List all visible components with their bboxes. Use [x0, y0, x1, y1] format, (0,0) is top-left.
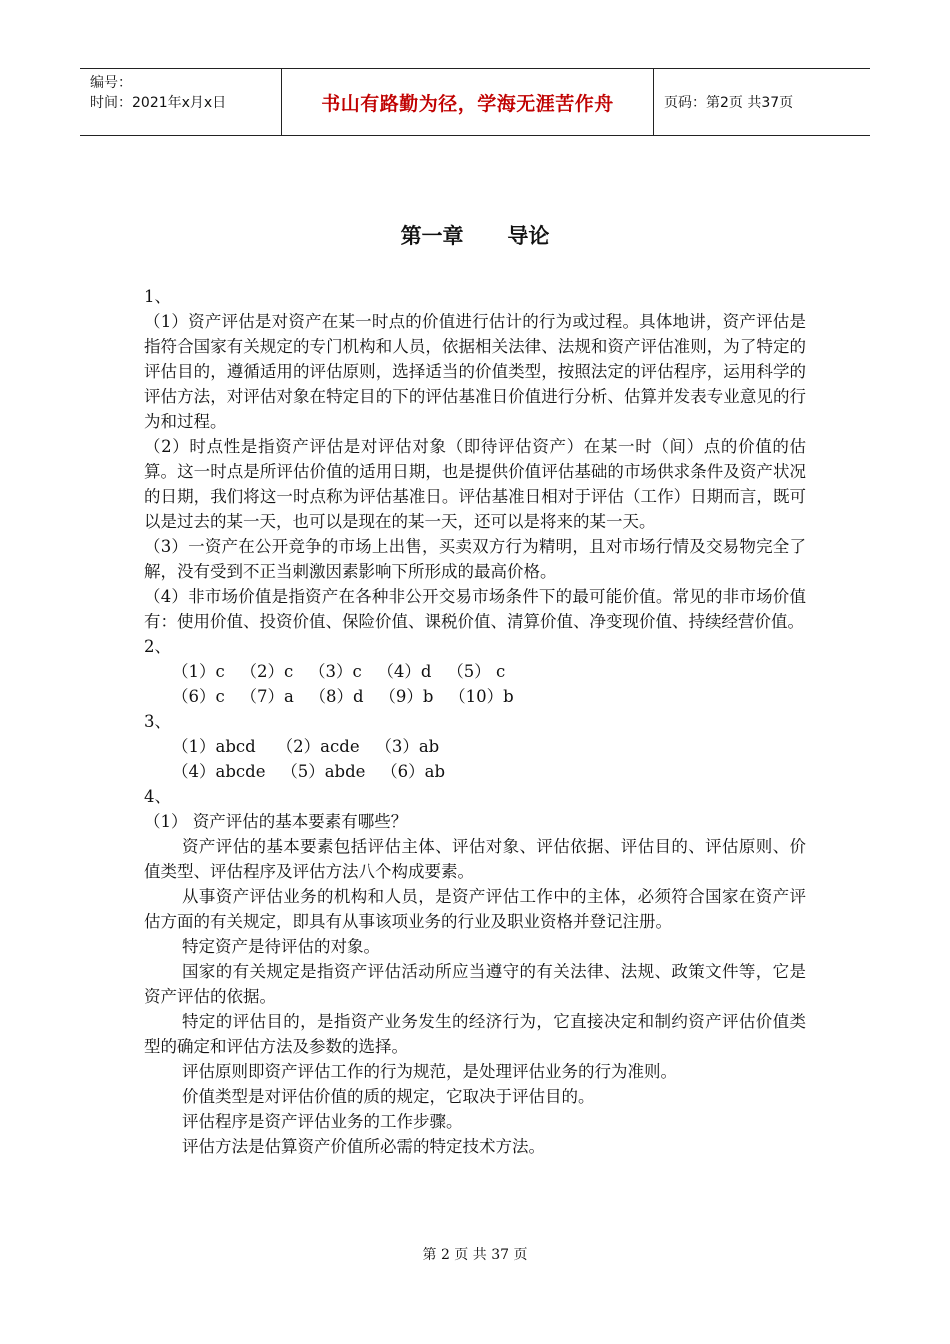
- section-4-answer-paragraph: 评估原则即资产评估工作的行为规范，是处理评估业务的行为准则。: [182, 1062, 677, 1081]
- section-4-answer-paragraph: 特定资产是待评估的对象。: [182, 937, 380, 956]
- section-1-paragraph-3: （3）一资产在公开竞争的市场上出售，买卖双方行为精明，且对市场行情及交易物完全了解，没有受到不正当刺激因素影响下所形成的最高价格。: [144, 537, 806, 581]
- page-label: 页码：第2页 共37页: [664, 95, 794, 111]
- section-4-answer-paragraph: 价值类型是对评估价值的质的规定，它取决于评估目的。: [182, 1087, 595, 1106]
- section-3-number: 3、: [144, 712, 171, 731]
- section-2-number: 2、: [144, 637, 171, 656]
- document-header: [80, 68, 870, 136]
- section-4-answer-paragraph: 特定的评估目的，是指资产业务发生的经济行为，它直接决定和制约资产评估价值类型的确定和评估方法及参数的选择。: [144, 1012, 806, 1056]
- section-4-answer-paragraph: 资产评估的基本要素包括评估主体、评估对象、评估依据、评估目的、评估原则、价值类型、评估程序及评估方法八个构成要素。: [144, 837, 806, 881]
- document-body: [144, 284, 806, 1159]
- chapter-title: 第一章 导论: [400, 224, 550, 248]
- section-4-answer-paragraph: 从事资产评估业务的机构和人员，是资产评估工作中的主体，必须符合国家在资产评估方面的有关规定，即具有从事该项业务的行业及职业资格并登记注册。: [144, 887, 806, 931]
- section-1-paragraph-4: （4）非市场价值是指资产在各种非公开交易市场条件下的最可能价值。常见的非市场价值有：使用价值、投资价值、保险价值、课税价值、清算价值、净变现价值、持续经营价值。: [144, 587, 806, 631]
- section-4-answer-paragraph: 国家的有关规定是指资产评估活动所应当遵守的有关法律、法规、政策文件等，它是资产评估的依据。: [144, 962, 806, 1006]
- page-footer: 第 2 页 共 37 页: [422, 1247, 528, 1263]
- section-4-question-1: （1） 资产评估的基本要素有哪些？: [144, 812, 408, 831]
- section-2-answers-row-1: （1）c （2）c （3）c （4）d （5） c: [172, 662, 506, 681]
- section-4-answer-paragraph: 评估方法是估算资产价值所必需的特定技术方法。: [182, 1137, 545, 1156]
- page-info-cell: [654, 69, 870, 135]
- code-label: 编号：: [90, 75, 132, 91]
- section-1-paragraph-1: （1）资产评估是对资产在某一时点的价值进行估计的行为或过程。具体地讲，资产评估是指符合国家有关规定的专门机构和人员，依据相关法律、法规和资产评估准则，为了特定的评估目的，遵循适用的评估原则，选择适当的价值类型，按照法定的评估程序，运用科学的评估方法，对评估对象在特定目的下的评估基准日价值进行分析、估算并发表专业意见的行为和过程。: [144, 312, 806, 431]
- section-1-number: 1、: [144, 287, 171, 306]
- section-3-answers-row-1: （1）abcd （2）acde （3）ab: [172, 737, 440, 756]
- section-2-answers-row-2: （6）c （7）a （8）d （9）b （10）b: [172, 687, 514, 706]
- section-1-paragraph-2: （2）时点性是指资产评估是对评估对象（即待评估资产）在某一时（间）点的价值的估算。这一时点是所评估价值的适用日期，也是提供价值评估基础的市场供求条件及资产状况的日期，我们将这一时点称为评估基准日。评估基准日相对于评估（工作）日期而言，既可以是过去的某一天，也可以是现在的某一天，还可以是将来的某一天。: [144, 437, 806, 531]
- motto-text: 书山有路勤为径，学海无涯苦作舟: [321, 92, 614, 115]
- section-4-number: 4、: [144, 787, 171, 806]
- time-label: 时间：2021年x月x日: [90, 95, 227, 111]
- motto-cell: [282, 69, 654, 135]
- section-3-answers-row-2: （4）abcde （5）abde （6）ab: [172, 762, 446, 781]
- header-meta-cell: [80, 69, 282, 135]
- section-4-answer-paragraph: 评估程序是资产评估业务的工作步骤。: [182, 1112, 463, 1131]
